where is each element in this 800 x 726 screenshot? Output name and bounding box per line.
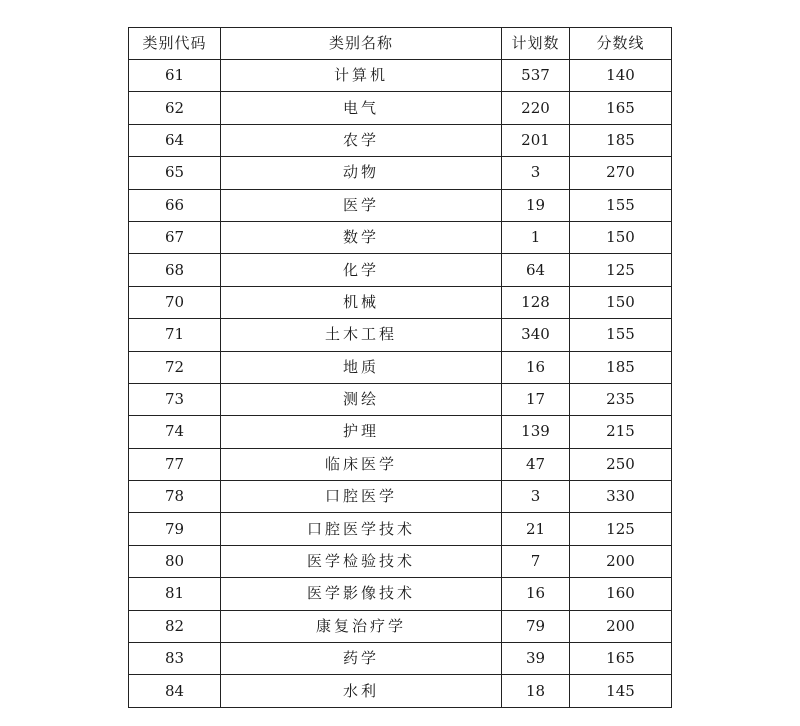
header-name: 类别名称 <box>221 28 502 60</box>
cell-code: 68 <box>129 254 221 286</box>
cell-score: 250 <box>570 448 672 480</box>
cell-code: 84 <box>129 675 221 707</box>
cell-plan: 7 <box>502 545 570 577</box>
cell-code: 67 <box>129 221 221 253</box>
cell-code: 79 <box>129 513 221 545</box>
table-row <box>129 124 672 156</box>
cell-name: 医学检验技术 <box>221 545 502 577</box>
cell-score: 145 <box>570 675 672 707</box>
table-row <box>129 610 672 642</box>
table-row <box>129 221 672 253</box>
cell-code: 72 <box>129 351 221 383</box>
cell-plan: 16 <box>502 351 570 383</box>
table-row <box>129 286 672 318</box>
header-score: 分数线 <box>570 28 672 60</box>
cell-plan: 139 <box>502 416 570 448</box>
cell-name: 康复治疗学 <box>221 610 502 642</box>
cell-plan: 64 <box>502 254 570 286</box>
cell-name: 口腔医学技术 <box>221 513 502 545</box>
table-row <box>129 92 672 124</box>
cell-name: 水利 <box>221 675 502 707</box>
cell-name: 地质 <box>221 351 502 383</box>
cell-plan: 201 <box>502 124 570 156</box>
cell-name: 农学 <box>221 124 502 156</box>
cell-score: 185 <box>570 124 672 156</box>
cell-name: 机械 <box>221 286 502 318</box>
cell-score: 200 <box>570 610 672 642</box>
cell-name: 化学 <box>221 254 502 286</box>
cell-plan: 17 <box>502 383 570 415</box>
table-header <box>129 28 672 60</box>
cell-score: 155 <box>570 189 672 221</box>
cell-score: 165 <box>570 92 672 124</box>
cell-score: 125 <box>570 254 672 286</box>
cell-code: 78 <box>129 481 221 513</box>
cell-plan: 3 <box>502 157 570 189</box>
cell-name: 测绘 <box>221 383 502 415</box>
cell-code: 66 <box>129 189 221 221</box>
cell-name: 数学 <box>221 221 502 253</box>
table-row <box>129 448 672 480</box>
cell-plan: 340 <box>502 319 570 351</box>
table-body <box>129 60 672 708</box>
cell-plan: 220 <box>502 92 570 124</box>
cell-plan: 21 <box>502 513 570 545</box>
cell-plan: 3 <box>502 481 570 513</box>
cell-code: 77 <box>129 448 221 480</box>
table-row <box>129 319 672 351</box>
cell-name: 临床医学 <box>221 448 502 480</box>
cell-code: 80 <box>129 545 221 577</box>
score-table <box>128 27 672 708</box>
header-plan: 计划数 <box>502 28 570 60</box>
cell-plan: 47 <box>502 448 570 480</box>
table-row <box>129 189 672 221</box>
table-row <box>129 157 672 189</box>
table-row <box>129 675 672 707</box>
cell-score: 270 <box>570 157 672 189</box>
cell-score: 140 <box>570 60 672 92</box>
cell-plan: 128 <box>502 286 570 318</box>
cell-name: 医学 <box>221 189 502 221</box>
cell-code: 64 <box>129 124 221 156</box>
cell-code: 71 <box>129 319 221 351</box>
cell-score: 200 <box>570 545 672 577</box>
cell-code: 73 <box>129 383 221 415</box>
table-row <box>129 383 672 415</box>
table-row <box>129 545 672 577</box>
cell-code: 81 <box>129 578 221 610</box>
cell-score: 185 <box>570 351 672 383</box>
cell-plan: 537 <box>502 60 570 92</box>
header-code: 类别代码 <box>129 28 221 60</box>
cell-score: 165 <box>570 643 672 675</box>
cell-plan: 1 <box>502 221 570 253</box>
cell-plan: 39 <box>502 643 570 675</box>
cell-plan: 18 <box>502 675 570 707</box>
cell-code: 65 <box>129 157 221 189</box>
cell-code: 61 <box>129 60 221 92</box>
cell-name: 电气 <box>221 92 502 124</box>
table-row <box>129 351 672 383</box>
cell-code: 74 <box>129 416 221 448</box>
table-row <box>129 254 672 286</box>
table-row <box>129 643 672 675</box>
cell-name: 口腔医学 <box>221 481 502 513</box>
table-row <box>129 481 672 513</box>
cell-score: 235 <box>570 383 672 415</box>
cell-score: 150 <box>570 286 672 318</box>
table-row <box>129 416 672 448</box>
header-row <box>129 28 672 60</box>
table-row <box>129 513 672 545</box>
cell-name: 医学影像技术 <box>221 578 502 610</box>
cell-score: 125 <box>570 513 672 545</box>
cell-score: 155 <box>570 319 672 351</box>
cell-code: 82 <box>129 610 221 642</box>
cell-name: 计算机 <box>221 60 502 92</box>
cell-name: 药学 <box>221 643 502 675</box>
cell-score: 160 <box>570 578 672 610</box>
cell-name: 动物 <box>221 157 502 189</box>
cell-name: 护理 <box>221 416 502 448</box>
cell-name: 土木工程 <box>221 319 502 351</box>
cell-code: 62 <box>129 92 221 124</box>
cell-plan: 79 <box>502 610 570 642</box>
cell-score: 330 <box>570 481 672 513</box>
table-row <box>129 578 672 610</box>
cell-plan: 19 <box>502 189 570 221</box>
cell-score: 215 <box>570 416 672 448</box>
cell-code: 70 <box>129 286 221 318</box>
cell-score: 150 <box>570 221 672 253</box>
cell-plan: 16 <box>502 578 570 610</box>
cell-code: 83 <box>129 643 221 675</box>
table-row <box>129 60 672 92</box>
